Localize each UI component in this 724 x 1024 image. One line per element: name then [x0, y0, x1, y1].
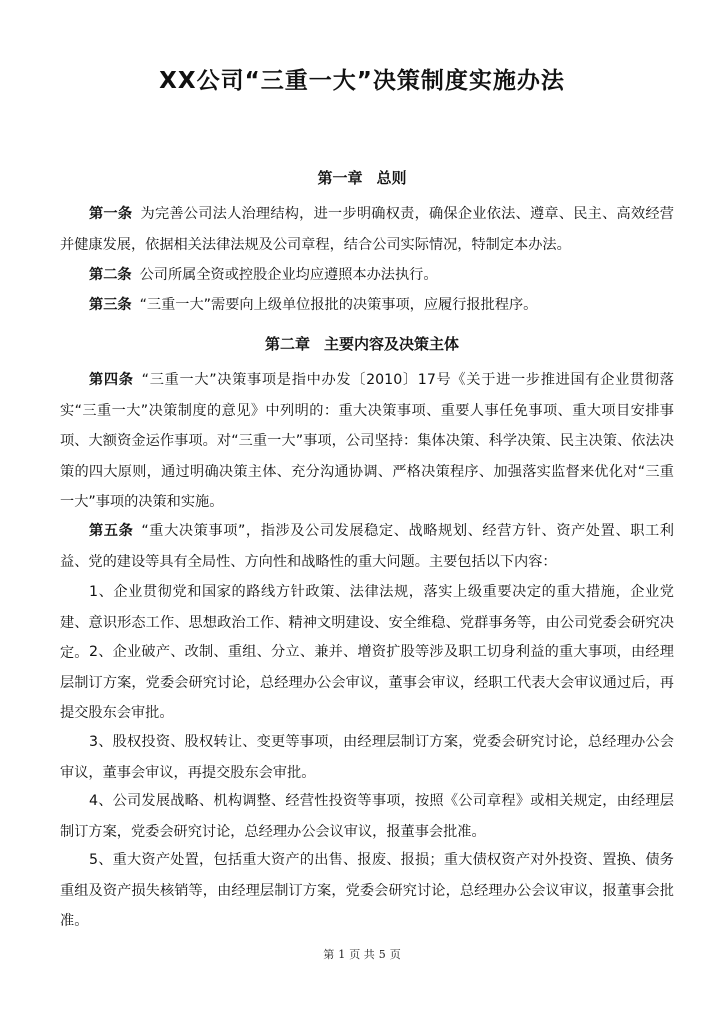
list-item-4: 4、公司发展战略、机构调整、经营性投资等事项，按照《公司章程》或相关规定，由经理层制订方案，党委会研究讨论，总经理办公会议审议，报董事会批准。	[60, 793, 674, 840]
chapter-number: 第一章	[317, 169, 363, 187]
chapter-title: 总则	[376, 169, 407, 187]
page-total: 5	[378, 948, 386, 961]
article-4	[60, 365, 674, 518]
article-text: “重大决策事项”，指涉及公司发展稳定、战略规划、经营方针、资产处置、职工利益、党的建设等具有全局性、方向性和战略性的重大问题。主要包括以下内容：	[60, 523, 674, 570]
page-number: 1	[338, 948, 346, 961]
document-title: XX公司“三重一大”决策制度实施办法	[159, 68, 565, 94]
chapter-heading-1	[0, 168, 724, 188]
list-item-5: 5、重大资产处置，包括重大资产的出售、报废、报损；重大债权资产对外投资、置换、债务重组及资产损失核销等，由经理层制订方案，党委会研究讨论，总经理办公会议审议，报董事会批准。	[60, 852, 674, 929]
article-text: “三重一大”决策事项是指中办发〔2010〕17号《关于进一步推进国有企业贯彻落实“三重一大”决策制度的意见》中列明的：重大决策事项、重要人事任免事项、重大项目安排事项、大额资金运作事项。对“三重一大”事项，公司坚持：集体决策、科学决策、民主决策、依法决策的四大原则，通过明确决策主体、充分沟通协调、严格决策程序、加强落实监督来优化对“三重一大”事项的决策和实施。	[60, 372, 674, 510]
chapter-heading-2	[0, 334, 724, 354]
footer-suffix: 页	[389, 948, 401, 961]
list-item-1: 1、企业贯彻党和国家的路线方针政策、法律法规，落实上级重要决定的重大措施，企业党建、意识形态工作、思想政治工作、精神文明建设、安全维稳、党群事务等，由公司党委会研究决定。	[60, 584, 674, 661]
article-3	[60, 290, 674, 321]
footer-mid: 页 共	[349, 948, 375, 961]
article-label: 第四条	[89, 372, 134, 388]
list-item-2: 2、企业破产、改制、重组、分立、兼并、增资扩股等涉及职工切身利益的重大事项，由经理层制订方案，党委会研究讨论，总经理办公会审议，董事会审议，经职工代表大会审议通过后，再提交股东会审批。	[60, 644, 674, 721]
article-label: 第二条	[89, 267, 132, 283]
article-text: “三重一大”需要向上级单位报批的决策事项，应履行报批程序。	[139, 297, 538, 313]
article-label: 第五条	[89, 523, 134, 539]
article-text: 公司所属全资或控股企业均应遵照本办法执行。	[139, 267, 438, 283]
article-text: 为完善公司法人治理结构，进一步明确权责，确保企业依法、遵章、民主、高效经营并健康发展，依据相关法律法规及公司章程，结合公司实际情况，特制定本办法。	[60, 206, 674, 253]
article-1	[60, 199, 674, 260]
chapter-number: 第二章	[264, 335, 310, 353]
article-label: 第三条	[89, 297, 132, 313]
article-2	[60, 260, 674, 291]
article-label: 第一条	[89, 206, 133, 222]
footer-prefix: 第	[323, 948, 335, 961]
chapter-title: 主要内容及决策主体	[324, 335, 460, 353]
article-5	[60, 516, 674, 577]
page-footer	[0, 948, 724, 962]
list-item-3: 3、股权投资、股权转让、变更等事项，由经理层制订方案，党委会研究讨论，总经理办公会审议，董事会审议，再提交股东会审批。	[60, 734, 674, 781]
